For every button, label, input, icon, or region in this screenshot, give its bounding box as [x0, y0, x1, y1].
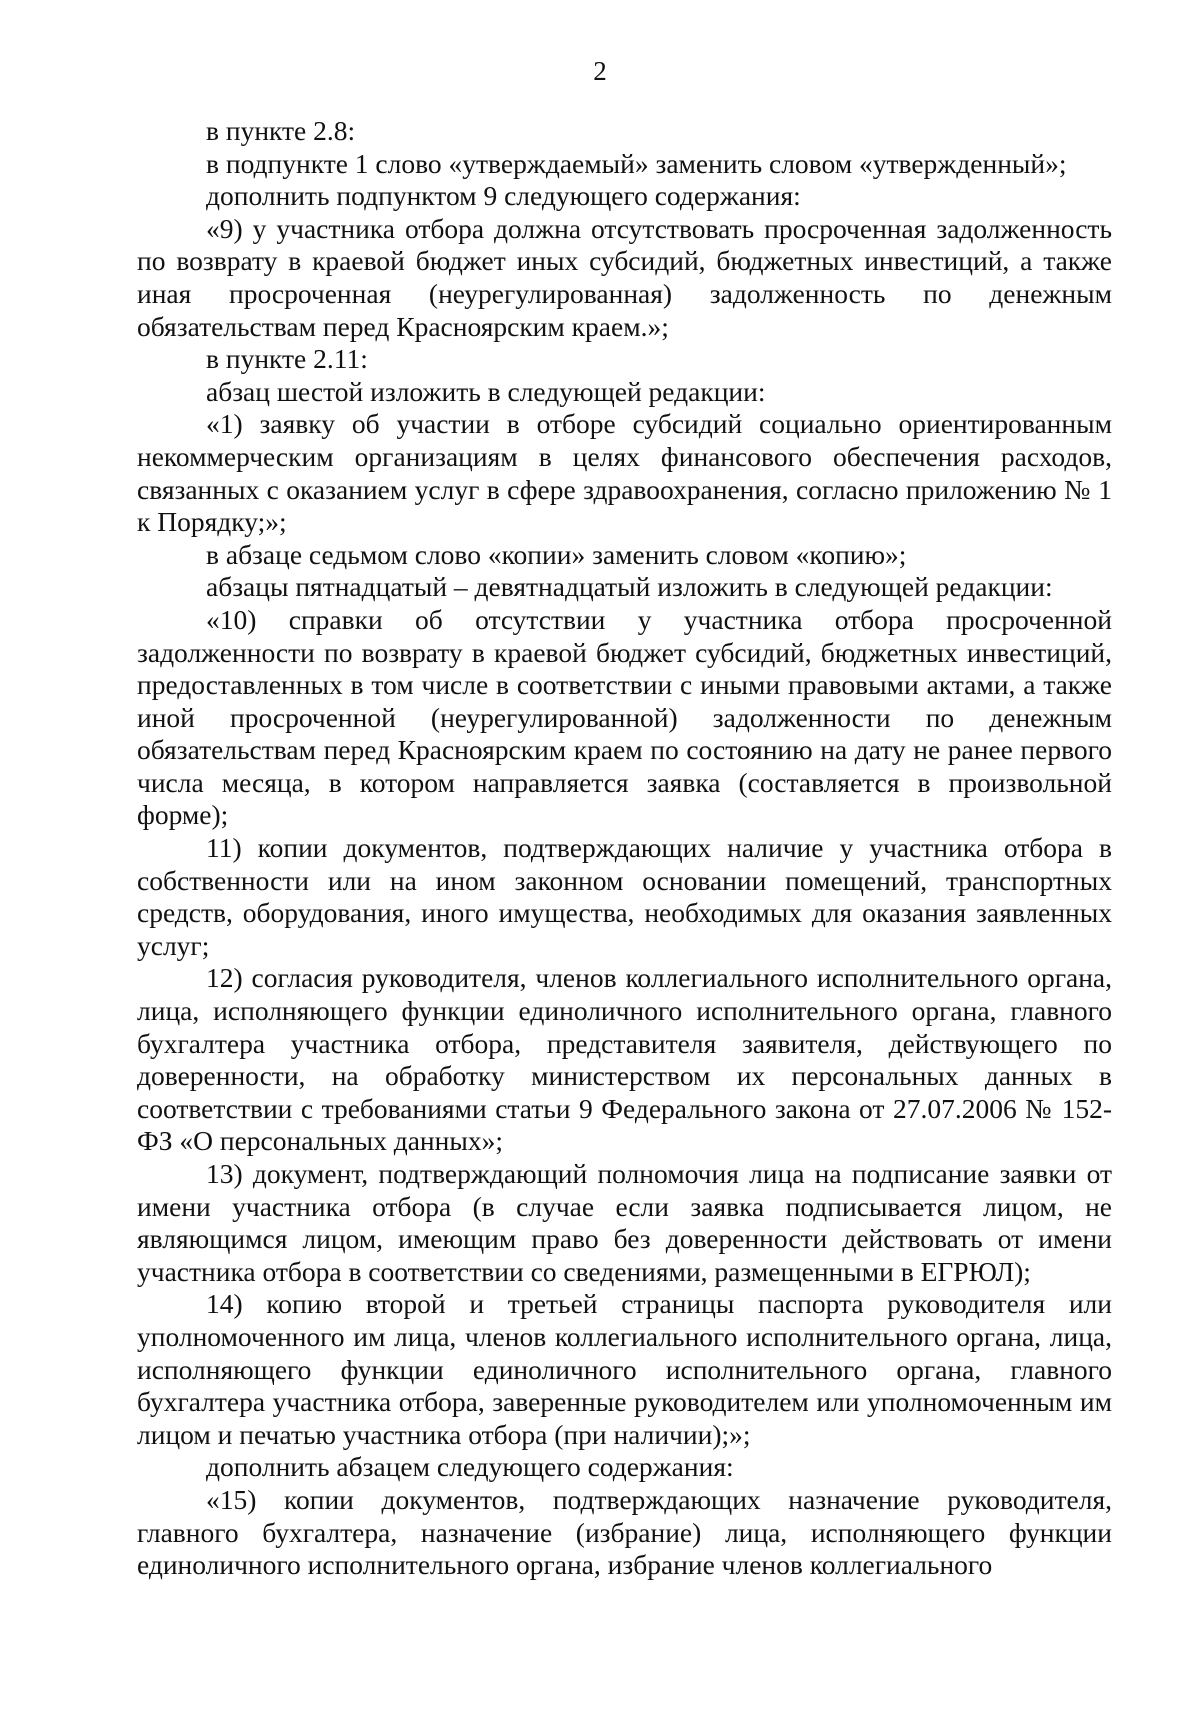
paragraph: 11) копии документов, подтверждающих наличие у участника отбора в собственности или на ином законном основании помещений, транспортных средств, оборудования, иного имущества, необходимых для оказания заявленных услуг;: [137, 832, 1112, 961]
paragraph: 14) копию второй и третьей страницы паспорта руководителя или уполномоченного им лица, членов коллегиального исполнительного органа, лица, исполняющего функции единоличного исполнительного органа, главного бухгалтера участника отбора, заверенные руководителем или уполномоченным им лицом и печатью участника отбора (при наличии);»;: [137, 1288, 1112, 1450]
paragraph: дополнить подпунктом 9 следующего содержания:: [206, 180, 801, 212]
paragraph: в абзаце седьмом слово «копии» заменить словом «копию»;: [206, 538, 907, 570]
paragraph: в пункте 2.11:: [206, 343, 368, 375]
paragraph: абзацы пятнадцатый – девятнадцатый изложить в следующей редакции:: [206, 571, 1053, 603]
paragraph: абзац шестой изложить в следующей редакции:: [206, 375, 766, 407]
paragraph: 12) согласия руководителя, членов коллегиального исполнительного органа, лица, исполняющего функции единоличного исполнительного органа, главного бухгалтера участника отбора, представителя заявителя, действующего по доверенности, на обработку министерством их персональных данных в соответствии с требованиями статьи 9 Федерального закона от 27.07.2006 № 152-ФЗ «О персональных данных»;: [137, 962, 1112, 1157]
paragraph: «15) копии документов, подтверждающих назначение руководителя, главного бухгалтера, назначение (избрание) лица, исполняющего функции единоличного исполнительного органа, избрание членов коллегиального: [137, 1483, 1112, 1581]
page-number: 2: [593, 56, 607, 86]
document-body: [137, 115, 1112, 1582]
paragraph: «9) у участника отбора должна отсутствовать просроченная задолженность по возврату в краевой бюджет иных субсидий, бюджетных инвестиций, а также иная просроченная (неурегулированная) задолженность по денежным обязательствам перед Красноярским краем.»;: [137, 212, 1112, 342]
paragraph: в подпункте 1 слово «утверждаемый» заменить словом «утвержденный»;: [206, 147, 1067, 179]
paragraph: в пункте 2.8:: [206, 115, 356, 146]
paragraph: 13) документ, подтверждающий полномочия лица на подписание заявки от имени участника отбора (в случае если заявка подписывается лицом, не являющимся лицом, имеющим право без доверенности действовать от имени участника отбора в соответствии со сведениями, размещенными в ЕГРЮЛ);: [137, 1158, 1112, 1287]
paragraph: «1) заявку об участии в отборе субсидий социально ориентированным некоммерческим организациям в целях финансового обеспечения расходов, связанных с оказанием услуг в сфере здравоохранения, согласно приложению № 1 к Порядку;»;: [137, 408, 1112, 538]
paragraph: дополнить абзацем следующего содержания:: [206, 1451, 734, 1483]
paragraph: «10) справки об отсутствии у участника отбора просроченной задолженности по возврату в краевой бюджет субсидий, бюджетных инвестиций, предоставленных в том числе в соответствии с иными правовыми актами, а также иной просроченной (неурегулированной) задолженности по денежным обязательствам перед Красноярским краем по состоянию на дату не ранее первого числа месяца, в котором направляется заявка (составляется в произвольной форме);: [137, 603, 1112, 831]
